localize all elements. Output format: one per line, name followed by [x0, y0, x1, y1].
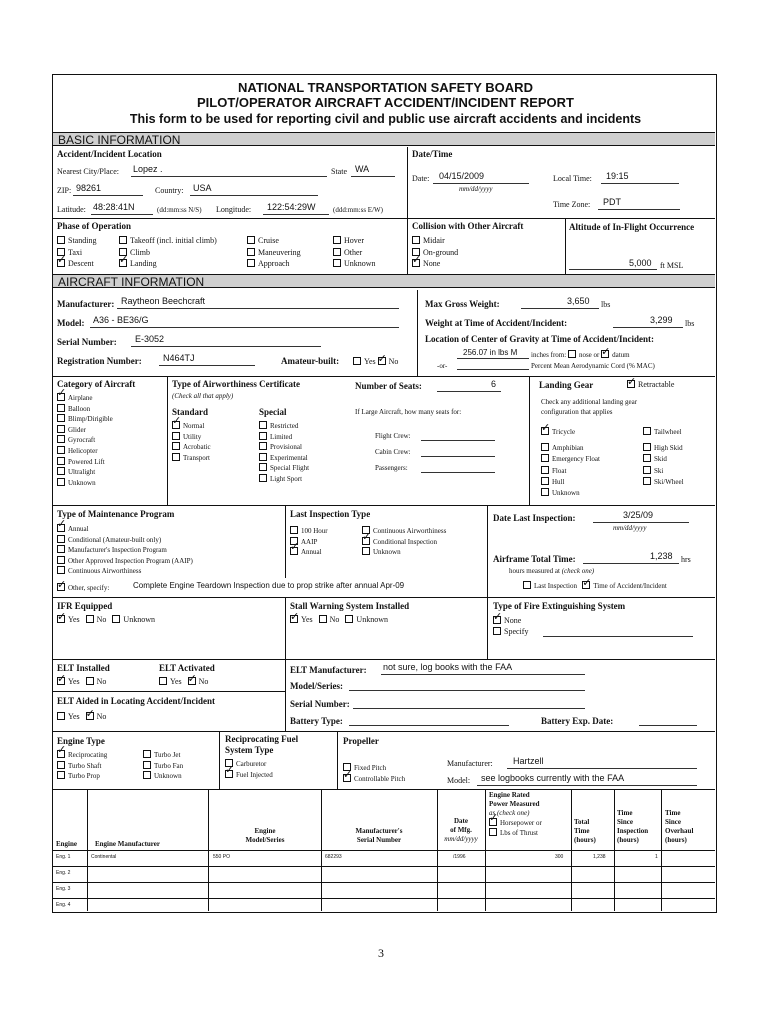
ifr-unknown-checkbox[interactable] — [112, 615, 120, 623]
lat-format: (dd:mm:ss N/S) — [157, 206, 202, 214]
timezone-value[interactable]: PDT — [603, 197, 621, 207]
gear-unknown-checkbox[interactable] — [541, 488, 549, 496]
maintenance-continuous-checkbox[interactable] — [57, 566, 65, 574]
prop-model-value[interactable]: see logbooks currently with the FAA — [481, 773, 625, 783]
row1-inspection[interactable]: 1 — [655, 854, 658, 860]
power-horsepower-checkbox[interactable] — [489, 818, 497, 826]
inspection-100hour-checkbox[interactable] — [290, 526, 298, 534]
location-label: Accident/Incident Location — [57, 149, 162, 159]
stall-warning-label: Stall Warning System Installed — [290, 601, 410, 611]
last-inspection-right: Continuous Airworthiness ✓Conditional Inspection Unknown — [362, 526, 446, 558]
elt-model-label: Model/Series: — [290, 681, 343, 691]
measured-last-inspection-checkbox[interactable] — [523, 581, 531, 589]
maintenance-aaip-checkbox[interactable] — [57, 556, 65, 564]
maintenance-other: ✓Other, specify: — [57, 583, 109, 592]
airframe-unit: hrs — [681, 555, 691, 564]
passengers-label: Passengers: — [375, 464, 408, 472]
cg-or: -or- — [437, 362, 448, 370]
th-serial: Manufacturer's Serial Number — [355, 827, 403, 844]
inspection-conditional-checkbox[interactable] — [362, 537, 370, 545]
max-gross-weight-value[interactable]: 3,650 — [567, 296, 590, 306]
cg-nose-checkbox[interactable] — [568, 350, 576, 358]
engine-turbo-shaft-checkbox[interactable] — [57, 761, 65, 769]
cg-value[interactable]: 256.07 in lbs M — [463, 348, 518, 357]
prop-controllable-pitch-checkbox[interactable] — [343, 774, 351, 782]
serial-value[interactable]: E-3052 — [135, 334, 165, 344]
maintenance-manufacturer-checkbox[interactable] — [57, 545, 65, 553]
maintenance-annual-checkbox[interactable] — [57, 524, 65, 532]
state-label: State — [331, 167, 347, 176]
category-glider-checkbox[interactable] — [57, 425, 65, 433]
lon-label: Longitude: — [216, 205, 252, 214]
elt-manufacturer-value[interactable]: not sure, log books with the FAA — [383, 662, 513, 672]
max-gross-weight-unit: lbs — [601, 300, 611, 309]
table-row: Eng. 2 — [56, 870, 71, 876]
propeller-label: Propeller — [343, 736, 379, 746]
maintenance-other-value[interactable]: Complete Engine Teardown Inspection due to prop strike after annual Apr-09 — [133, 581, 405, 590]
airworthiness-label: Type of Airworthiness Certificate — [172, 379, 301, 389]
date-last-inspection-label: Date Last Inspection: — [493, 513, 576, 523]
engine-turbo-fan-checkbox[interactable] — [143, 761, 151, 769]
manufacturer-label: Manufacturer: — [57, 299, 115, 309]
ifr-no-checkbox[interactable] — [86, 615, 94, 623]
gear-label: Landing Gear — [539, 380, 594, 390]
elt-activated-no-checkbox[interactable] — [188, 677, 196, 685]
ifr-yes-checkbox[interactable] — [57, 615, 65, 623]
ifr-options: ✓Yes No Unknown — [57, 615, 155, 624]
amateur-options: Yes ✓ No — [353, 357, 398, 366]
datetime-label: Date/Time — [412, 149, 453, 159]
gear-hull-checkbox[interactable] — [541, 477, 549, 485]
timezone-label: Time Zone: — [553, 200, 591, 209]
hours-measured-options: Last Inspection ✓ Time of Accident/Incident — [523, 581, 667, 590]
th-model: Engine Model/Series — [245, 827, 285, 844]
last-inspection-left: 100 Hour AAIP ✓Annual — [290, 526, 328, 558]
measured-time-accident-checkbox[interactable] — [582, 581, 590, 589]
category-unknown-checkbox[interactable] — [57, 478, 65, 486]
elt-installed-no-checkbox[interactable] — [86, 677, 94, 685]
maintenance-conditional-checkbox[interactable] — [57, 535, 65, 543]
large-aircraft-label: If Large Aircraft, how many seats for: — [355, 408, 462, 416]
special-provisional-checkbox[interactable] — [259, 442, 267, 450]
special-flight-checkbox[interactable] — [259, 463, 267, 471]
elt-installed-label: ELT Installed — [57, 663, 110, 673]
th-overhaul: Time Since Overhaul (hours) — [665, 809, 694, 844]
registration-label: Registration Number: — [57, 356, 142, 366]
basic-info-band: BASIC INFORMATION — [53, 132, 715, 146]
cg-label: Location of Center of Gravity at Time of Accident/Incident: — [425, 334, 654, 344]
category-ultralight-checkbox[interactable] — [57, 467, 65, 475]
amateur-yes-checkbox[interactable] — [353, 357, 361, 365]
th-manufacturer: Engine Manufacturer — [95, 840, 161, 848]
airframe-value[interactable]: 1,238 — [650, 551, 673, 561]
gear-left-options: ✓Tricycle Amphibian Emergency Float Float Hull Unknown — [541, 427, 600, 499]
city-label: Nearest City/Place: — [57, 167, 119, 176]
model-value[interactable]: A36 - BE36/G — [93, 315, 149, 325]
phase-cruise-checkbox[interactable] — [247, 236, 255, 244]
gear-skid-checkbox[interactable] — [643, 454, 651, 462]
model-label: Model: — [57, 318, 85, 328]
report-form — [52, 74, 717, 913]
engine-turbo-prop-checkbox[interactable] — [57, 771, 65, 779]
phase-col-3: Cruise Maneuvering Approach — [247, 235, 301, 270]
phase-label: Phase of Operation — [57, 221, 131, 231]
th-total: Total Time (hours) — [574, 818, 596, 844]
airframe-label: Airframe Total Time: — [493, 554, 576, 564]
date-last-inspection-value[interactable]: 3/25/09 — [623, 510, 654, 520]
registration-value[interactable]: N464TJ — [163, 353, 195, 363]
elt-battery-exp-label: Battery Exp. Date: — [541, 716, 614, 726]
seats-value[interactable]: 6 — [491, 379, 497, 389]
engine-reciprocating-checkbox[interactable] — [57, 750, 65, 758]
engine-type-label: Engine Type — [57, 736, 105, 746]
city-value[interactable]: Lopez . — [133, 164, 163, 174]
recip-fuel-label-2: System Type — [225, 745, 274, 755]
engine-unknown-checkbox[interactable] — [143, 771, 151, 779]
seats-label: Number of Seats: — [355, 381, 422, 391]
engine-turbo-jet-checkbox[interactable] — [143, 750, 151, 758]
phase-col-1: Standing Taxi ✓Descent — [57, 235, 96, 270]
maintenance-label: Type of Maintenance Program — [57, 509, 175, 519]
country-label: Country: — [155, 186, 184, 195]
elt-activated-label: ELT Activated — [159, 663, 215, 673]
fuel-system-options: Carburetor ✓Fuel Injected — [225, 759, 273, 780]
category-powered-lift-checkbox[interactable] — [57, 457, 65, 465]
altitude-value[interactable]: 5,000 — [629, 258, 652, 268]
lat-label: Latitude: — [57, 205, 86, 214]
special-limited-checkbox[interactable] — [259, 432, 267, 440]
elt-battery-label: Battery Type: — [290, 716, 343, 726]
table-row: Eng. 3 — [56, 886, 71, 892]
altitude-unit: ft MSL — [660, 261, 684, 270]
gear-tricycle-checkbox[interactable] — [541, 427, 549, 435]
elt-aided-options: Yes ✓ No — [57, 712, 106, 721]
power-thrust-checkbox[interactable] — [489, 828, 497, 836]
table-row: Eng. 4 — [56, 902, 71, 908]
standard-label: Standard — [172, 407, 209, 417]
engine-type-right: Turbo Jet Turbo Fan Unknown — [143, 750, 183, 782]
collision-none-checkbox[interactable] — [412, 259, 420, 267]
table-row: Eng. 1 — [56, 854, 71, 860]
row1-total[interactable]: 1,238 — [593, 854, 606, 860]
phase-standing-checkbox[interactable] — [57, 236, 65, 244]
category-options: ✓Airplane Balloon Blimp/Dirigible Glider Gyrocraft Helicopter Powered Lift Ultralight Unknown — [57, 393, 113, 488]
elt-activated-yes-checkbox[interactable] — [159, 677, 167, 685]
phase-takeoff-checkbox[interactable] — [119, 236, 127, 244]
category-balloon-checkbox[interactable] — [57, 404, 65, 412]
prop-manufacturer-value[interactable]: Hartzell — [513, 756, 544, 766]
recip-fuel-label-1: Reciprocating Fuel — [225, 734, 299, 744]
elt-installed-options: ✓Yes No — [57, 677, 106, 686]
standard-transport-checkbox[interactable] — [172, 453, 180, 461]
max-gross-weight-label: Max Gross Weight: — [425, 299, 500, 309]
amateur-label: Amateur-built: — [281, 356, 340, 366]
lon-value[interactable]: 122:54:29W — [267, 202, 316, 212]
serial-label: Serial Number: — [57, 337, 117, 347]
date-last-inspection-format: mm/dd/yyyy — [613, 524, 647, 532]
prop-manufacturer-label: Manufacturer: — [447, 759, 493, 768]
weight-unit: lbs — [685, 319, 695, 328]
weight-value[interactable]: 3,299 — [650, 315, 673, 325]
stall-unknown-checkbox[interactable] — [345, 615, 353, 623]
gear-right-options: Tailwheel High Skid Skid Ski Ski/Wheel — [643, 427, 684, 488]
gear-emergency-float-checkbox[interactable] — [541, 454, 549, 462]
phase-col-4: Hover Other Unknown — [333, 235, 376, 270]
title-agency: NATIONAL TRANSPORTATION SAFETY BOARD — [238, 80, 533, 95]
fire-system-label: Type of Fire Extinguishing System — [493, 601, 626, 611]
fire-specify-checkbox[interactable] — [493, 627, 501, 635]
localtime-label: Local Time: — [553, 174, 592, 183]
category-label: Category of Aircraft — [57, 379, 136, 389]
phase-col-2: Takeoff (incl. initial climb) Climb ✓Landing — [119, 235, 217, 270]
prop-model-label: Model: — [447, 776, 471, 785]
category-gyrocraft-checkbox[interactable] — [57, 435, 65, 443]
phase-approach-checkbox[interactable] — [247, 259, 255, 267]
stall-warning-options: ✓Yes No Unknown — [290, 615, 388, 624]
propeller-options: Fixed Pitch ✓Controllable Pitch — [343, 763, 405, 785]
fire-system-options: ✓None Specify — [493, 615, 528, 637]
gear-ski-wheel-checkbox[interactable] — [643, 477, 651, 485]
special-label: Special — [259, 407, 287, 417]
elt-aided-yes-checkbox[interactable] — [57, 712, 65, 720]
elt-serial-label: Serial Number: — [290, 699, 350, 709]
zip-value[interactable]: 98261 — [76, 183, 102, 193]
phase-descent-checkbox[interactable] — [57, 259, 65, 267]
gear-amphibian-checkbox[interactable] — [541, 443, 549, 451]
last-inspection-label: Last Inspection Type — [290, 509, 371, 519]
zip-label: ZIP: — [57, 186, 72, 195]
hours-measured-label: hours measured at (check one) — [509, 567, 595, 575]
maintenance-options: ✓Annual Conditional (Amateur-built only) Manufacturer's Inspection Program Other Approved Inspection Program (AAIP) Continuous Airworthiness — [57, 524, 193, 577]
th-inspection: Time Since Inspection (hours) — [617, 809, 649, 844]
collision-options: Midair On-ground ✓None — [412, 235, 458, 270]
date-format: mm/dd/yyyy — [459, 185, 493, 193]
title-report: PILOT/OPERATOR AIRCRAFT ACCIDENT/INCIDENT REPORT — [197, 95, 574, 110]
elt-manufacturer-label: ELT Manufacturer: — [290, 665, 367, 675]
th-date: Date of Mfg. mm/dd/yyyy — [444, 817, 478, 843]
standard-utility-checkbox[interactable] — [172, 432, 180, 440]
row1-date[interactable]: /1996 — [453, 854, 466, 860]
weight-label: Weight at Time of Accident/Incident: — [425, 318, 568, 328]
gear-note-1: Check any additional landing gear — [541, 398, 638, 406]
date-label: Date: — [412, 174, 430, 183]
row1-manufacturer[interactable]: Continental — [91, 854, 117, 860]
ifr-label: IFR Equipped — [57, 601, 113, 611]
cg-datum-checkbox[interactable] — [601, 350, 609, 358]
date-value[interactable]: 04/15/2009 — [439, 171, 485, 181]
lat-value[interactable]: 48:28:41N — [93, 202, 135, 212]
special-restricted-checkbox[interactable] — [259, 421, 267, 429]
category-blimp-checkbox[interactable] — [57, 414, 65, 422]
lon-format: (ddd:mm:ss E/W) — [333, 206, 383, 214]
row1-serial[interactable]: 682293 — [325, 854, 342, 860]
inspection-unknown-checkbox[interactable] — [362, 547, 370, 555]
elt-aided-label: ELT Aided in Locating Accident/Incident — [57, 696, 216, 706]
elt-aided-no-checkbox[interactable] — [86, 712, 94, 720]
fire-none-checkbox[interactable] — [493, 616, 501, 624]
collision-label: Collision with Other Aircraft — [412, 221, 524, 231]
elt-activated-options: Yes ✓ No — [159, 677, 208, 686]
retractable-option: ✓ Retractable — [627, 380, 674, 389]
amateur-no-checkbox[interactable] — [378, 357, 386, 365]
row1-power[interactable]: 300 — [555, 854, 564, 860]
title-subtitle: This form to be used for reporting civil and public use aircraft accidents and incidents — [129, 112, 642, 126]
collision-midair-checkbox[interactable] — [412, 236, 420, 244]
th-power: Engine Rated Power Measured as (check one) ✓Horsepower or Lbs of Thrust — [489, 791, 569, 838]
maintenance-other-checkbox[interactable] — [57, 583, 65, 591]
airworthiness-note: (Check all that apply) — [172, 392, 234, 400]
page-number: 3 — [378, 946, 384, 960]
gear-ski-checkbox[interactable] — [643, 466, 651, 474]
phase-unknown-checkbox[interactable] — [333, 259, 341, 267]
special-options: Restricted Limited Provisional Experimental Special Flight Light Sport — [259, 421, 309, 485]
special-experimental-checkbox[interactable] — [259, 453, 267, 461]
row1-model[interactable]: 550 PO — [213, 854, 230, 860]
elt-installed-yes-checkbox[interactable] — [57, 677, 65, 685]
gear-retractable-checkbox[interactable] — [627, 380, 635, 388]
special-light-sport-checkbox[interactable] — [259, 474, 267, 482]
gear-float-checkbox[interactable] — [541, 466, 549, 474]
phase-hover-checkbox[interactable] — [333, 236, 341, 244]
standard-normal-checkbox[interactable] — [172, 421, 180, 429]
inspection-annual-checkbox[interactable] — [290, 547, 298, 555]
phase-maneuvering-checkbox[interactable] — [247, 248, 255, 256]
stall-yes-checkbox[interactable] — [290, 615, 298, 623]
cg-mac-label: Percent Mean Aerodynamic Cord (% MAC) — [531, 362, 655, 370]
standard-options: ✓Normal Utility Acrobatic Transport — [172, 421, 211, 463]
fuel-injected-checkbox[interactable] — [225, 770, 233, 778]
cabin-crew-label: Cabin Crew: — [375, 448, 411, 456]
gear-tailwheel-checkbox[interactable] — [643, 427, 651, 435]
gear-high-skid-checkbox[interactable] — [643, 443, 651, 451]
th-engine: Engine — [56, 840, 78, 848]
stall-no-checkbox[interactable] — [319, 615, 327, 623]
category-helicopter-checkbox[interactable] — [57, 446, 65, 454]
category-airplane-checkbox[interactable] — [57, 393, 65, 401]
gear-note-2: configuration that applies — [541, 408, 613, 416]
engine-type-left: ✓Reciprocating Turbo Shaft Turbo Prop — [57, 750, 107, 782]
altitude-label: Altitude of In-Flight Occurrence — [569, 222, 695, 232]
phase-other-checkbox[interactable] — [333, 248, 341, 256]
standard-acrobatic-checkbox[interactable] — [172, 442, 180, 450]
aircraft-info-band: AIRCRAFT INFORMATION — [53, 274, 715, 288]
manufacturer-value[interactable]: Raytheon Beechcraft — [121, 296, 206, 306]
flight-crew-label: Flight Crew: — [375, 432, 411, 440]
cg-reference: inches from: nose or ✓ datum — [531, 350, 630, 359]
localtime-value[interactable]: 19:15 — [606, 171, 629, 181]
phase-landing-checkbox[interactable] — [119, 259, 127, 267]
country-value[interactable]: USA — [193, 183, 212, 193]
state-value[interactable]: WA — [355, 164, 370, 174]
